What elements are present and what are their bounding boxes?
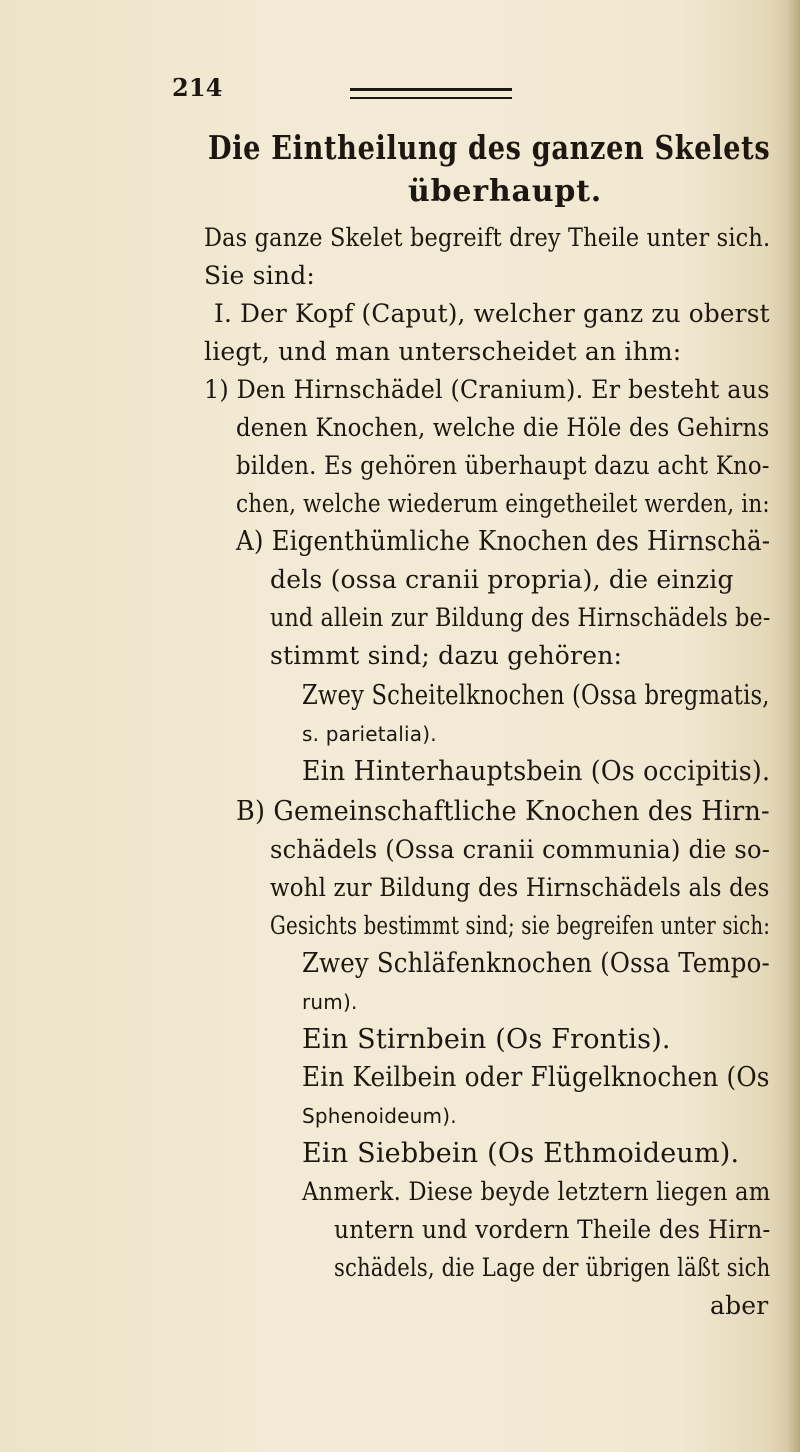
text-line: Sie sind: (204, 261, 316, 290)
text-line: wohl zur Bildung des Hirnschädels als des (270, 873, 770, 902)
text-line: stimmt sind; dazu gehören: (270, 641, 623, 670)
text-line: I. Der Kopf (Caput), welcher ganz zu oberst (214, 299, 770, 328)
catchword: aber (710, 1291, 769, 1320)
title-line-1: Die Eintheilung des ganzen Skelets (208, 128, 771, 167)
text-line: Zwey Schläfenknochen (Ossa Tempo- (302, 948, 770, 979)
text-line: chen, welche wiederum eingetheilet werden, in: (236, 489, 770, 518)
text-line: Zwey Scheitelknochen (Ossa bregmatis, (302, 680, 770, 711)
text-line: bilden. Es gehören überhaupt dazu acht Kno- (236, 451, 770, 480)
text-line: Sphenoideum). (302, 1104, 457, 1128)
text-line: denen Knochen, welche die Höle des Gehirns (236, 413, 770, 442)
text-line: A) Eigenthümliche Knochen des Hirnschä- (236, 526, 771, 557)
text-line: Anmerk. Diese beyde letztern liegen am (302, 1177, 771, 1206)
text-line: und allein zur Bildung des Hirnschädels be- (270, 603, 771, 632)
text-line: Ein Siebbein (Os Ethmoideum). (302, 1138, 740, 1169)
text-line: schädels, die Lage der übrigen läßt sich (334, 1253, 771, 1282)
text-line: liegt, und man unterscheidet an ihm: (204, 337, 682, 366)
text-line: Gesichts bestimmt sind; sie begreifen unter sich: (270, 911, 771, 940)
text-line: B) Gemeinschaftliche Knochen des Hirn- (236, 796, 770, 827)
text-line: Das ganze Skelet begreift drey Theile unter sich. (204, 223, 771, 252)
text-line: Ein Stirnbein (Os Frontis). (302, 1024, 671, 1055)
text-line: schädels (Ossa cranii communia) die so- (270, 835, 771, 864)
text-line: Ein Keilbein oder Flügelknochen (Os (302, 1062, 770, 1093)
text-line: dels (ossa cranii propria), die einzig (270, 565, 734, 594)
text-line: rum). (302, 990, 358, 1014)
text-line: Ein Hinterhauptsbein (Os occipitis). (302, 756, 771, 787)
text-line: 1) Den Hirnschädel (Cranium). Er besteht aus (204, 375, 770, 404)
title-line-2: überhaupt. (408, 174, 603, 209)
text-line: s. parietalia). (302, 722, 437, 746)
text-line: untern und vordern Theile des Hirn- (334, 1215, 771, 1244)
page-number: 214 (172, 73, 223, 102)
